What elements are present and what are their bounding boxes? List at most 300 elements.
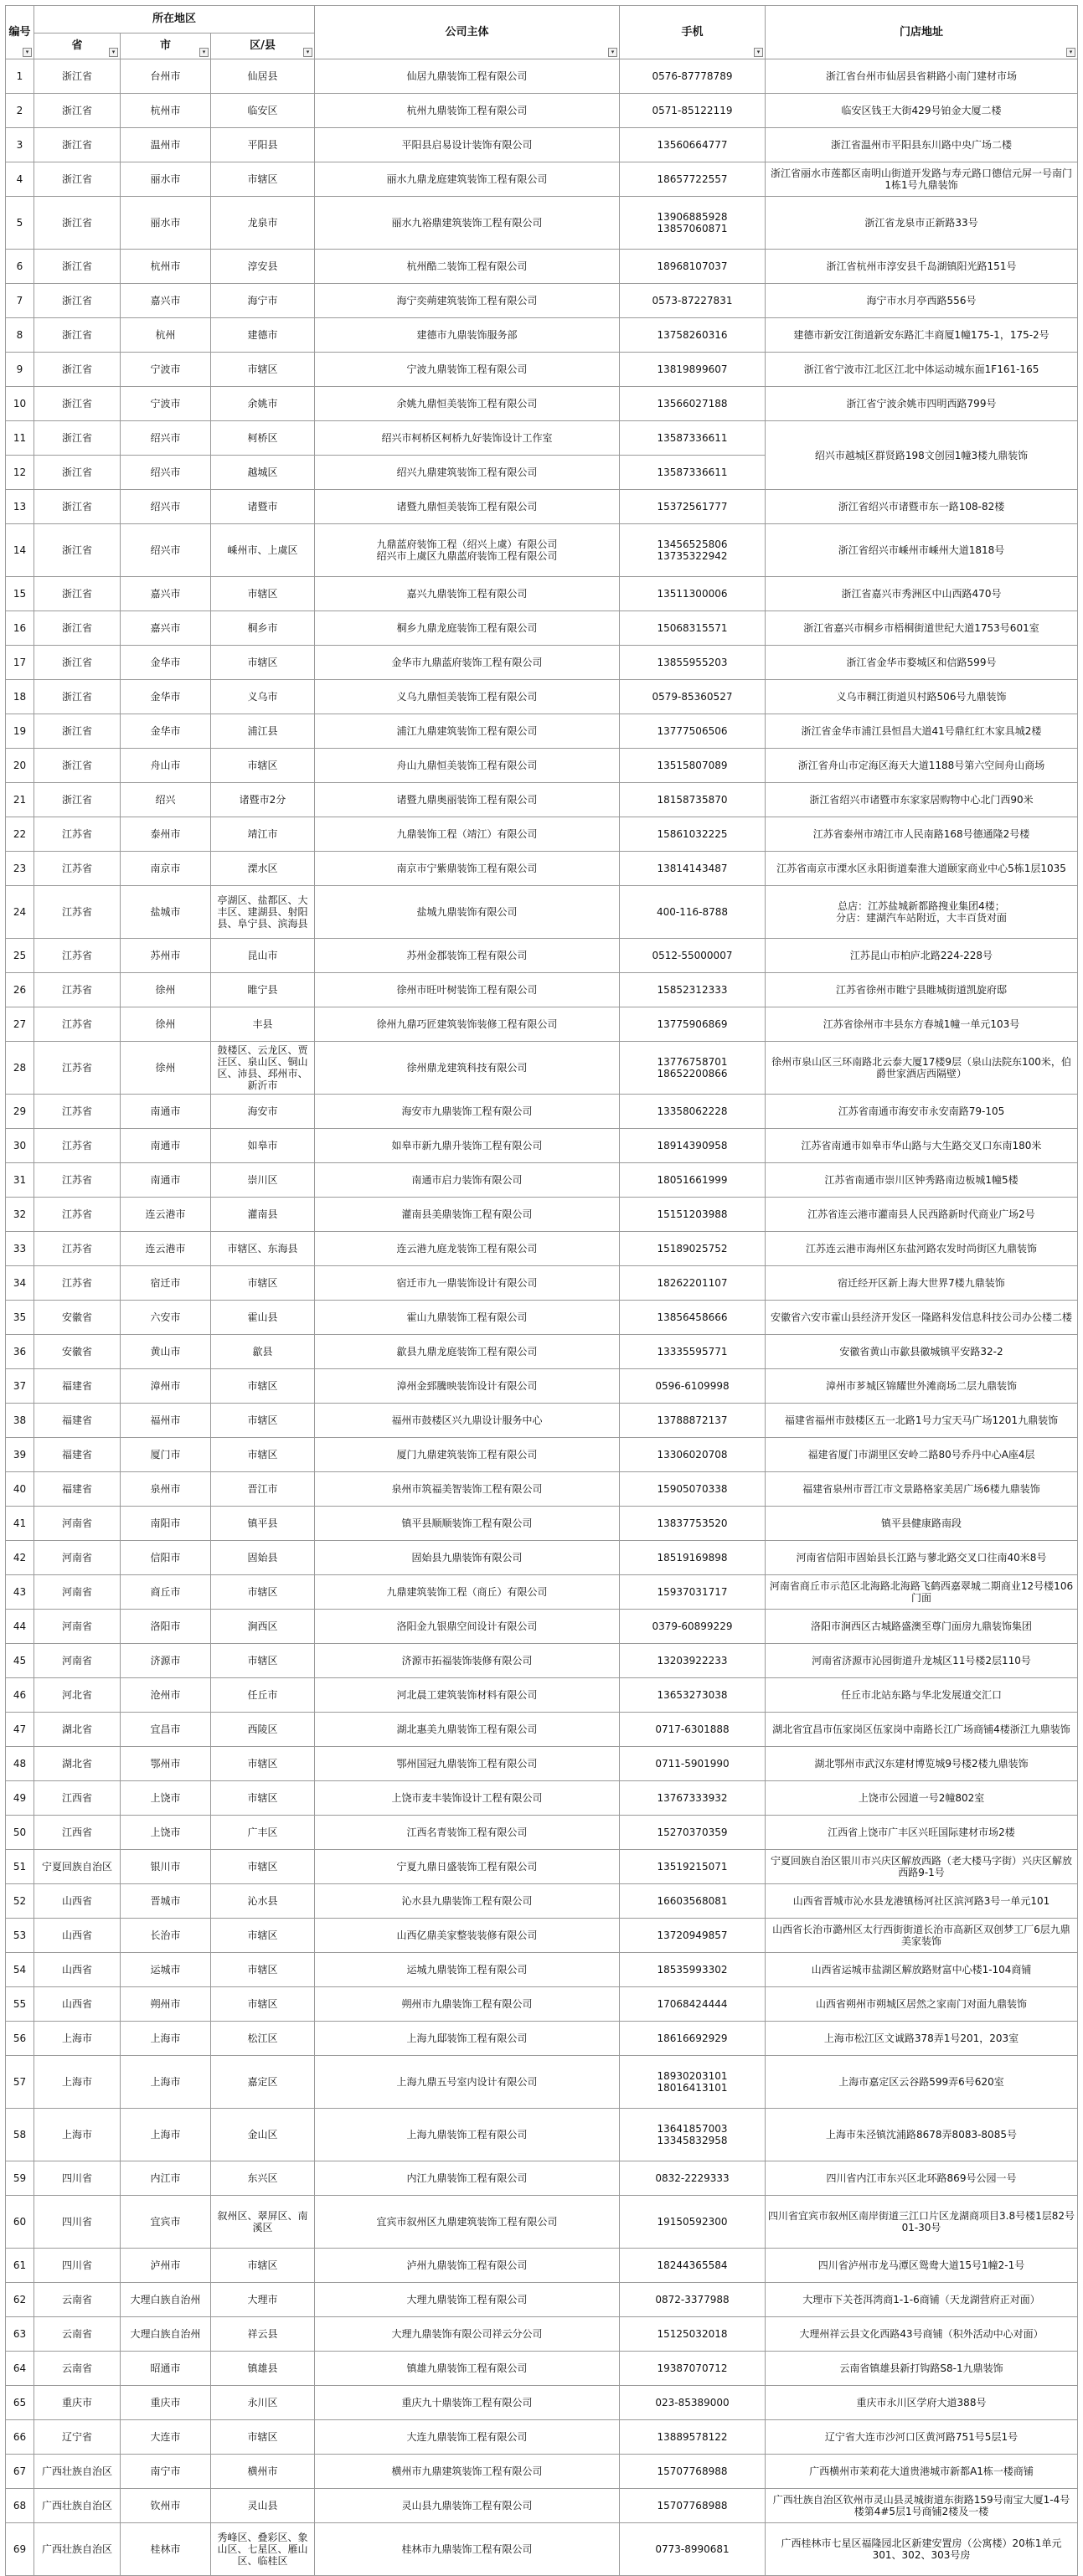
cell-num[interactable]: 27 [6, 1007, 34, 1042]
cell-phone[interactable]: 18968107037 [620, 250, 766, 284]
cell-company[interactable]: 九鼎蓝府装饰工程（绍兴上虞）有限公司 绍兴市上虞区九鼎蓝府装饰工程有限公司 [315, 524, 620, 577]
cell-num[interactable]: 40 [6, 1472, 34, 1507]
cell-district[interactable]: 任丘市 [211, 1678, 315, 1713]
cell-district[interactable]: 镇雄县 [211, 2352, 315, 2386]
cell-city[interactable]: 嘉兴市 [121, 611, 211, 646]
cell-province[interactable]: 浙江省 [34, 387, 121, 421]
cell-company[interactable]: 嘉兴九鼎装饰工程有限公司 [315, 577, 620, 611]
cell-city[interactable]: 金华市 [121, 646, 211, 680]
cell-province[interactable]: 广西壮族自治区 [34, 2455, 121, 2489]
cell-num[interactable]: 31 [6, 1163, 34, 1198]
cell-district[interactable]: 市辖区 [211, 1438, 315, 1472]
cell-city[interactable]: 大连市 [121, 2420, 211, 2455]
cell-district[interactable]: 仙居县 [211, 59, 315, 94]
cell-company[interactable]: 南京市宁紫鼎装饰工程有限公司 [315, 852, 620, 886]
header-province[interactable] [34, 33, 121, 59]
cell-province[interactable]: 浙江省 [34, 577, 121, 611]
cell-address[interactable]: 浙江省龙泉市正新路33号 [766, 197, 1078, 250]
cell-num[interactable]: 49 [6, 1781, 34, 1816]
cell-phone[interactable]: 17068424444 [620, 1987, 766, 2022]
cell-company[interactable]: 朔州市九鼎装饰工程有限公司 [315, 1987, 620, 2022]
cell-company[interactable]: 灌南县美鼎装饰工程有限公司 [315, 1198, 620, 1232]
cell-num[interactable]: 54 [6, 1953, 34, 1987]
cell-district[interactable]: 海安市 [211, 1095, 315, 1129]
cell-city[interactable]: 沧州市 [121, 1678, 211, 1713]
cell-num[interactable]: 9 [6, 353, 34, 387]
cell-district[interactable]: 松江区 [211, 2022, 315, 2056]
cell-province[interactable]: 安徽省 [34, 1301, 121, 1335]
cell-num[interactable]: 21 [6, 783, 34, 817]
cell-company[interactable]: 杭州九鼎装饰工程有限公司 [315, 94, 620, 128]
cell-city[interactable]: 长治市 [121, 1919, 211, 1953]
cell-city[interactable]: 徐州 [121, 1042, 211, 1095]
cell-company[interactable]: 义乌九鼎恒美装饰工程有限公司 [315, 680, 620, 714]
cell-num[interactable]: 30 [6, 1129, 34, 1163]
cell-company[interactable]: 宁夏九鼎日盛装饰工程有限公司 [315, 1850, 620, 1884]
cell-company[interactable]: 运城九鼎装饰工程有限公司 [315, 1953, 620, 1987]
cell-district[interactable]: 海宁市 [211, 284, 315, 318]
cell-phone[interactable]: 13814143487 [620, 852, 766, 886]
cell-district[interactable]: 浦江县 [211, 714, 315, 749]
cell-district[interactable]: 市辖区 [211, 1404, 315, 1438]
header-company[interactable] [315, 6, 620, 59]
cell-district[interactable]: 龙泉市 [211, 197, 315, 250]
cell-company[interactable]: 横州市九鼎建筑装饰工程有限公司 [315, 2455, 620, 2489]
cell-province[interactable]: 江苏省 [34, 1095, 121, 1129]
cell-district[interactable]: 柯桥区 [211, 421, 315, 456]
cell-address[interactable]: 云南省镇雄县新打钩路S8-1九鼎装饰 [766, 2352, 1078, 2386]
cell-city[interactable]: 桂林市 [121, 2523, 211, 2576]
cell-city[interactable]: 徐州 [121, 1007, 211, 1042]
cell-address[interactable]: 建德市新安江街道新安东路汇丰商厦1幢175-1，175-2号 [766, 318, 1078, 353]
cell-phone[interactable]: 19387070712 [620, 2352, 766, 2386]
cell-address[interactable]: 浙江省绍兴市诸暨市东一路108-82楼 [766, 490, 1078, 524]
cell-district[interactable]: 市辖区 [211, 749, 315, 783]
cell-district[interactable]: 市辖区 [211, 1850, 315, 1884]
cell-city[interactable]: 金华市 [121, 680, 211, 714]
cell-company[interactable]: 大理九鼎装饰有限公司祥云分公司 [315, 2317, 620, 2352]
cell-city[interactable]: 福州市 [121, 1404, 211, 1438]
cell-address[interactable]: 福建省福州市鼓楼区五一北路1号力宝天马广场1201九鼎装饰 [766, 1404, 1078, 1438]
cell-province[interactable]: 浙江省 [34, 197, 121, 250]
cell-company[interactable]: 海宁奕蒴建筑装饰工程有限公司 [315, 284, 620, 318]
cell-num[interactable]: 5 [6, 197, 34, 250]
cell-province[interactable]: 浙江省 [34, 456, 121, 490]
cell-phone[interactable]: 15905070338 [620, 1472, 766, 1507]
cell-num[interactable]: 26 [6, 973, 34, 1007]
cell-num[interactable]: 57 [6, 2056, 34, 2109]
cell-city[interactable]: 济源市 [121, 1644, 211, 1678]
header-district[interactable] [211, 33, 315, 59]
cell-num[interactable]: 45 [6, 1644, 34, 1678]
cell-phone[interactable]: 15270370359 [620, 1816, 766, 1850]
cell-address[interactable]: 山西省晋城市沁水县龙港镇杨河社区滨河路3号一单元101 [766, 1884, 1078, 1919]
cell-num[interactable]: 50 [6, 1816, 34, 1850]
cell-province[interactable]: 浙江省 [34, 421, 121, 456]
cell-district[interactable]: 崇川区 [211, 1163, 315, 1198]
cell-phone[interactable]: 13358062228 [620, 1095, 766, 1129]
cell-city[interactable]: 绍兴市 [121, 456, 211, 490]
cell-district[interactable]: 丰县 [211, 1007, 315, 1042]
cell-province[interactable]: 浙江省 [34, 318, 121, 353]
cell-address[interactable]: 江苏昆山市柏庐北路224-228号 [766, 939, 1078, 973]
cell-district[interactable]: 市辖区 [211, 1644, 315, 1678]
cell-province[interactable]: 江苏省 [34, 1129, 121, 1163]
cell-district[interactable]: 灌南县 [211, 1198, 315, 1232]
cell-phone[interactable]: 13855955203 [620, 646, 766, 680]
cell-address[interactable]: 大理州祥云县文化西路43号商铺（积外活动中心对面） [766, 2317, 1078, 2352]
cell-address[interactable]: 山西省长治市潞州区太行西街街道长治市高新区双创梦工厂6层九鼎美家装饰 [766, 1919, 1078, 1953]
cell-phone[interactable]: 13519215071 [620, 1850, 766, 1884]
cell-address[interactable]: 海宁市水月亭西路556号 [766, 284, 1078, 318]
cell-district[interactable]: 秀峰区、叠彩区、象山区、七星区、雁山区、临桂区 [211, 2523, 315, 2576]
cell-city[interactable]: 重庆市 [121, 2386, 211, 2420]
cell-company[interactable]: 湖北惠美九鼎装饰工程有限公司 [315, 1713, 620, 1747]
cell-address[interactable]: 江苏省连云港市灌南县人民西路新时代商业广场2号 [766, 1198, 1078, 1232]
cell-city[interactable]: 六安市 [121, 1301, 211, 1335]
cell-phone[interactable]: 0571-85122119 [620, 94, 766, 128]
cell-district[interactable]: 歙县 [211, 1335, 315, 1369]
cell-city[interactable]: 南阳市 [121, 1507, 211, 1541]
cell-company[interactable]: 歙县九鼎龙庭装饰工程有限公司 [315, 1335, 620, 1369]
cell-phone[interactable]: 15707768988 [620, 2489, 766, 2523]
cell-address[interactable]: 浙江省丽水市莲都区南明山街道开发路与寿元路口德信元屏一号南门1栋1号九鼎装饰 [766, 162, 1078, 197]
cell-company[interactable]: 福州市鼓楼区兴九鼎设计服务中心 [315, 1404, 620, 1438]
cell-province[interactable]: 江苏省 [34, 886, 121, 939]
cell-num[interactable]: 61 [6, 2249, 34, 2283]
cell-address[interactable]: 宁夏回族自治区银川市兴庆区解放西路（老大楼马字街）兴庆区解放西路9-1号 [766, 1850, 1078, 1884]
cell-district[interactable]: 横州市 [211, 2455, 315, 2489]
cell-district[interactable]: 市辖区 [211, 2420, 315, 2455]
cell-phone[interactable]: 13837753520 [620, 1507, 766, 1541]
cell-num[interactable]: 22 [6, 817, 34, 852]
cell-company[interactable]: 浦江九鼎建筑装饰工程有限公司 [315, 714, 620, 749]
cell-phone[interactable]: 13775906869 [620, 1007, 766, 1042]
cell-address[interactable]: 福建省泉州市晋江市文景路格家美居广场6楼九鼎装饰 [766, 1472, 1078, 1507]
cell-district[interactable]: 建德市 [211, 318, 315, 353]
cell-company[interactable]: 上饶市麦丰装饰设计工程有限公司 [315, 1781, 620, 1816]
cell-company[interactable]: 丽水九裕鼎建筑装饰工程有限公司 [315, 197, 620, 250]
cell-province[interactable]: 河南省 [34, 1541, 121, 1575]
cell-company[interactable]: 徐州鼎龙建筑科技有限公司 [315, 1042, 620, 1095]
cell-address[interactable]: 广西横州市茉莉花大道贵港城市新都A1栋一楼商铺 [766, 2455, 1078, 2489]
cell-address[interactable]: 河南省济源市沁园街道升龙城区11号楼2层110号 [766, 1644, 1078, 1678]
cell-address[interactable]: 洛阳市涧西区古城路盛澳至尊门面房九鼎装饰集团 [766, 1610, 1078, 1644]
cell-district[interactable]: 市辖区 [211, 162, 315, 197]
cell-city[interactable]: 信阳市 [121, 1541, 211, 1575]
cell-num[interactable]: 13 [6, 490, 34, 524]
cell-phone[interactable]: 13906885928 13857060871 [620, 197, 766, 250]
cell-company[interactable]: 九鼎建筑装饰工程（商丘）有限公司 [315, 1575, 620, 1610]
cell-address[interactable]: 浙江省嘉兴市秀洲区中山西路470号 [766, 577, 1078, 611]
cell-company[interactable]: 绍兴市柯桥区柯桥九好装饰设计工作室 [315, 421, 620, 456]
cell-phone[interactable]: 19150592300 [620, 2196, 766, 2249]
cell-province[interactable]: 云南省 [34, 2283, 121, 2317]
cell-address[interactable]: 山西省朔州市朔城区居然之家南门对面九鼎装饰 [766, 1987, 1078, 2022]
cell-province[interactable]: 江苏省 [34, 939, 121, 973]
cell-company[interactable]: 连云港九庭龙装饰工程有限公司 [315, 1232, 620, 1266]
cell-district[interactable]: 霍山县 [211, 1301, 315, 1335]
cell-city[interactable]: 宿迁市 [121, 1266, 211, 1301]
cell-company[interactable]: 桐乡九鼎龙庭装饰工程有限公司 [315, 611, 620, 646]
cell-company[interactable]: 厦门九鼎建筑装饰工程有限公司 [315, 1438, 620, 1472]
cell-province[interactable]: 宁夏回族自治区 [34, 1850, 121, 1884]
cell-province[interactable]: 浙江省 [34, 59, 121, 94]
cell-province[interactable]: 广西壮族自治区 [34, 2523, 121, 2576]
cell-num[interactable]: 52 [6, 1884, 34, 1919]
header-num[interactable] [6, 6, 34, 59]
cell-address[interactable]: 江苏省南通市如皋市华山路与大生路交叉口东南180米 [766, 1129, 1078, 1163]
cell-company[interactable]: 桂林市九鼎装饰工程有限公司 [315, 2523, 620, 2576]
cell-company[interactable]: 泉州市筑福美智装饰工程有限公司 [315, 1472, 620, 1507]
cell-address[interactable]: 重庆市永川区学府大道388号 [766, 2386, 1078, 2420]
cell-phone[interactable]: 18262201107 [620, 1266, 766, 1301]
cell-num[interactable]: 36 [6, 1335, 34, 1369]
cell-province[interactable]: 福建省 [34, 1404, 121, 1438]
cell-company[interactable]: 仙居九鼎装饰工程有限公司 [315, 59, 620, 94]
cell-address[interactable]: 福建省厦门市湖里区安岭二路80号乔丹中心A座4层 [766, 1438, 1078, 1472]
cell-company[interactable]: 镇雄九鼎装饰工程有限公司 [315, 2352, 620, 2386]
cell-province[interactable]: 上海市 [34, 2109, 121, 2161]
cell-district[interactable]: 诸暨市 [211, 490, 315, 524]
cell-company[interactable]: 镇平县顺顺装饰工程有限公司 [315, 1507, 620, 1541]
cell-num[interactable]: 51 [6, 1850, 34, 1884]
cell-num[interactable]: 35 [6, 1301, 34, 1335]
cell-city[interactable]: 泸州市 [121, 2249, 211, 2283]
cell-company[interactable]: 大连九鼎装饰工程有限公司 [315, 2420, 620, 2455]
cell-num[interactable]: 66 [6, 2420, 34, 2455]
cell-phone[interactable]: 13720949857 [620, 1919, 766, 1953]
cell-city[interactable]: 大理白族自治州 [121, 2317, 211, 2352]
cell-province[interactable]: 江苏省 [34, 1042, 121, 1095]
cell-phone[interactable]: 13653273038 [620, 1678, 766, 1713]
cell-address[interactable]: 浙江省杭州市淳安县千岛湖镇阳光路151号 [766, 250, 1078, 284]
cell-address[interactable]: 江西省上饶市广丰区兴旺国际建材市场2楼 [766, 1816, 1078, 1850]
cell-district[interactable]: 诸暨市2分 [211, 783, 315, 817]
cell-district[interactable]: 淳安县 [211, 250, 315, 284]
cell-address[interactable]: 广西桂林市七星区福隆园北区新建安置房（公寓楼）20栋1单元301、302、303号房 [766, 2523, 1078, 2576]
cell-num[interactable]: 2 [6, 94, 34, 128]
cell-district[interactable]: 晋江市 [211, 1472, 315, 1507]
cell-company[interactable]: 宁波九鼎装饰工程有限公司 [315, 353, 620, 387]
cell-num[interactable]: 38 [6, 1404, 34, 1438]
cell-city[interactable]: 商丘市 [121, 1575, 211, 1610]
cell-province[interactable]: 江苏省 [34, 1007, 121, 1042]
dropdown-arrow-icon[interactable]: ▾ [754, 48, 763, 57]
cell-num[interactable]: 58 [6, 2109, 34, 2161]
dropdown-arrow-icon[interactable]: ▾ [199, 48, 209, 57]
cell-company[interactable]: 大理九鼎装饰工程有限公司 [315, 2283, 620, 2317]
cell-num[interactable]: 55 [6, 1987, 34, 2022]
cell-city[interactable]: 绍兴市 [121, 490, 211, 524]
cell-city[interactable]: 厦门市 [121, 1438, 211, 1472]
cell-num[interactable]: 59 [6, 2161, 34, 2196]
cell-district[interactable]: 祥云县 [211, 2317, 315, 2352]
cell-num[interactable]: 24 [6, 886, 34, 939]
cell-city[interactable]: 舟山市 [121, 749, 211, 783]
cell-city[interactable]: 上饶市 [121, 1781, 211, 1816]
cell-phone[interactable]: 15068315571 [620, 611, 766, 646]
cell-phone[interactable]: 0576-87778789 [620, 59, 766, 94]
cell-district[interactable]: 固始县 [211, 1541, 315, 1575]
cell-city[interactable]: 杭州 [121, 318, 211, 353]
cell-district[interactable]: 沁水县 [211, 1884, 315, 1919]
cell-district[interactable]: 永川区 [211, 2386, 315, 2420]
cell-province[interactable]: 河南省 [34, 1507, 121, 1541]
cell-phone[interactable]: 18616692929 [620, 2022, 766, 2056]
cell-city[interactable]: 泉州市 [121, 1472, 211, 1507]
cell-district[interactable]: 嘉定区 [211, 2056, 315, 2109]
cell-num[interactable]: 17 [6, 646, 34, 680]
cell-num[interactable]: 68 [6, 2489, 34, 2523]
cell-province[interactable]: 浙江省 [34, 162, 121, 197]
cell-address[interactable]: 任丘市北站东路与华北发展道交汇口 [766, 1678, 1078, 1713]
cell-phone[interactable]: 18535993302 [620, 1953, 766, 1987]
cell-district[interactable]: 嵊州市、上虞区 [211, 524, 315, 577]
cell-province[interactable]: 浙江省 [34, 353, 121, 387]
cell-phone[interactable]: 0379-60899229 [620, 1610, 766, 1644]
cell-company[interactable]: 丽水九鼎龙庭建筑装饰工程有限公司 [315, 162, 620, 197]
cell-city[interactable]: 宜昌市 [121, 1713, 211, 1747]
cell-phone[interactable]: 13456525806 13735322942 [620, 524, 766, 577]
cell-city[interactable]: 宜宾市 [121, 2196, 211, 2249]
cell-address[interactable]: 绍兴市越城区群贤路198文创园1幢3楼九鼎装饰 [766, 421, 1078, 490]
cell-province[interactable]: 江苏省 [34, 852, 121, 886]
cell-address[interactable]: 义乌市稠江街道贝村路506号九鼎装饰 [766, 680, 1078, 714]
cell-province[interactable]: 浙江省 [34, 490, 121, 524]
cell-city[interactable]: 上海市 [121, 2022, 211, 2056]
cell-phone[interactable]: 0773-8990681 [620, 2523, 766, 2576]
cell-district[interactable]: 市辖区、东海县 [211, 1232, 315, 1266]
cell-phone[interactable]: 0573-87227831 [620, 284, 766, 318]
cell-city[interactable]: 金华市 [121, 714, 211, 749]
cell-phone[interactable]: 0717-6301888 [620, 1713, 766, 1747]
cell-province[interactable]: 江苏省 [34, 1266, 121, 1301]
cell-company[interactable]: 南通市启力装饰有限公司 [315, 1163, 620, 1198]
cell-district[interactable]: 如皋市 [211, 1129, 315, 1163]
cell-district[interactable]: 广丰区 [211, 1816, 315, 1850]
cell-phone[interactable]: 13515807089 [620, 749, 766, 783]
cell-address[interactable]: 上海市朱泾镇沈浦路8678弄8083-8085号 [766, 2109, 1078, 2161]
cell-address[interactable]: 江苏省泰州市靖江市人民南路168号德通隆2号楼 [766, 817, 1078, 852]
cell-city[interactable]: 内江市 [121, 2161, 211, 2196]
cell-phone[interactable]: 13335595771 [620, 1335, 766, 1369]
cell-phone[interactable]: 13819899607 [620, 353, 766, 387]
cell-company[interactable]: 余姚九鼎恒美装饰工程有限公司 [315, 387, 620, 421]
cell-phone[interactable]: 13203922233 [620, 1644, 766, 1678]
cell-province[interactable]: 山西省 [34, 1884, 121, 1919]
cell-company[interactable]: 金华市九鼎蓝府装饰工程有限公司 [315, 646, 620, 680]
cell-district[interactable]: 昆山市 [211, 939, 315, 973]
cell-num[interactable]: 69 [6, 2523, 34, 2576]
cell-phone[interactable]: 13767333932 [620, 1781, 766, 1816]
cell-address[interactable]: 浙江省宁波余姚市四明西路799号 [766, 387, 1078, 421]
cell-phone[interactable]: 13641857003 13345832958 [620, 2109, 766, 2161]
cell-province[interactable]: 河南省 [34, 1644, 121, 1678]
cell-city[interactable]: 昭通市 [121, 2352, 211, 2386]
cell-phone[interactable]: 0872-3377988 [620, 2283, 766, 2317]
cell-address[interactable]: 湖北鄂州市武汉东建材博览城9号楼2楼九鼎装饰 [766, 1747, 1078, 1781]
cell-city[interactable]: 上饶市 [121, 1816, 211, 1850]
cell-phone[interactable]: 023-85389000 [620, 2386, 766, 2420]
cell-district[interactable]: 余姚市 [211, 387, 315, 421]
cell-company[interactable]: 河北晨工建筑装饰材料有限公司 [315, 1678, 620, 1713]
cell-district[interactable]: 市辖区 [211, 1781, 315, 1816]
cell-address[interactable]: 江苏省徐州市丰县东方春城1幢一单元103号 [766, 1007, 1078, 1042]
cell-city[interactable]: 大理白族自治州 [121, 2283, 211, 2317]
cell-phone[interactable]: 13587336611 [620, 421, 766, 456]
cell-num[interactable]: 10 [6, 387, 34, 421]
cell-num[interactable]: 63 [6, 2317, 34, 2352]
cell-company[interactable]: 杭州酷二装饰工程有限公司 [315, 250, 620, 284]
cell-company[interactable]: 山西亿鼎美家整装装修有限公司 [315, 1919, 620, 1953]
cell-phone[interactable]: 15707768988 [620, 2455, 766, 2489]
cell-province[interactable]: 四川省 [34, 2161, 121, 2196]
cell-num[interactable]: 37 [6, 1369, 34, 1404]
cell-province[interactable]: 浙江省 [34, 714, 121, 749]
cell-phone[interactable]: 15937031717 [620, 1575, 766, 1610]
cell-phone[interactable]: 400-116-8788 [620, 886, 766, 939]
cell-phone[interactable]: 0711-5901990 [620, 1747, 766, 1781]
cell-num[interactable]: 65 [6, 2386, 34, 2420]
cell-city[interactable]: 绍兴市 [121, 421, 211, 456]
cell-num[interactable]: 43 [6, 1575, 34, 1610]
cell-num[interactable]: 15 [6, 577, 34, 611]
cell-city[interactable]: 杭州市 [121, 94, 211, 128]
cell-city[interactable]: 洛阳市 [121, 1610, 211, 1644]
cell-company[interactable]: 诸暨九鼎恒美装饰工程有限公司 [315, 490, 620, 524]
cell-city[interactable]: 晋城市 [121, 1884, 211, 1919]
cell-province[interactable]: 辽宁省 [34, 2420, 121, 2455]
cell-city[interactable]: 泰州市 [121, 817, 211, 852]
cell-province[interactable]: 浙江省 [34, 524, 121, 577]
cell-city[interactable]: 温州市 [121, 128, 211, 162]
cell-num[interactable]: 46 [6, 1678, 34, 1713]
cell-district[interactable]: 金山区 [211, 2109, 315, 2161]
cell-num[interactable]: 39 [6, 1438, 34, 1472]
cell-company[interactable]: 上海九鼎五号室内设计有限公司 [315, 2056, 620, 2109]
cell-province[interactable]: 山西省 [34, 1987, 121, 2022]
cell-company[interactable]: 灵山县九鼎装饰工程有限公司 [315, 2489, 620, 2523]
cell-address[interactable]: 总店：江苏盐城新都路搜业集团4楼； 分店：建湖汽车站附近，大丰百货对面 [766, 886, 1078, 939]
dropdown-arrow-icon[interactable]: ▾ [303, 48, 312, 57]
cell-company[interactable]: 九鼎装饰工程（靖江）有限公司 [315, 817, 620, 852]
cell-city[interactable]: 台州市 [121, 59, 211, 94]
cell-address[interactable]: 江苏省南京市溧水区永阳街道秦淮大道颐家商业中心5栋1层1035 [766, 852, 1078, 886]
cell-address[interactable]: 浙江省台州市仙居县省耕路小南门建材市场 [766, 59, 1078, 94]
cell-address[interactable]: 山西省运城市盐湖区解放路财富中心楼1-104商铺 [766, 1953, 1078, 1987]
cell-district[interactable]: 市辖区 [211, 1369, 315, 1404]
cell-phone[interactable]: 13889578122 [620, 2420, 766, 2455]
cell-company[interactable]: 宜宾市叙州区九鼎建筑装饰工程有限公司 [315, 2196, 620, 2249]
cell-district[interactable]: 灵山县 [211, 2489, 315, 2523]
cell-num[interactable]: 47 [6, 1713, 34, 1747]
cell-num[interactable]: 44 [6, 1610, 34, 1644]
cell-address[interactable]: 安徽省黄山市歙县徽城镇平安路32-2 [766, 1335, 1078, 1369]
cell-phone[interactable]: 13758260316 [620, 318, 766, 353]
cell-num[interactable]: 64 [6, 2352, 34, 2386]
cell-city[interactable]: 连云港市 [121, 1232, 211, 1266]
header-phone[interactable] [620, 6, 766, 59]
cell-phone[interactable]: 0832-2229333 [620, 2161, 766, 2196]
cell-address[interactable]: 宿迁经开区新上海大世界7楼九鼎装饰 [766, 1266, 1078, 1301]
cell-province[interactable]: 浙江省 [34, 128, 121, 162]
cell-phone[interactable]: 15151203988 [620, 1198, 766, 1232]
cell-city[interactable]: 宁波市 [121, 387, 211, 421]
cell-phone[interactable]: 15372561777 [620, 490, 766, 524]
cell-company[interactable]: 徐州市旺叶树装饰工程有限公司 [315, 973, 620, 1007]
cell-num[interactable]: 14 [6, 524, 34, 577]
